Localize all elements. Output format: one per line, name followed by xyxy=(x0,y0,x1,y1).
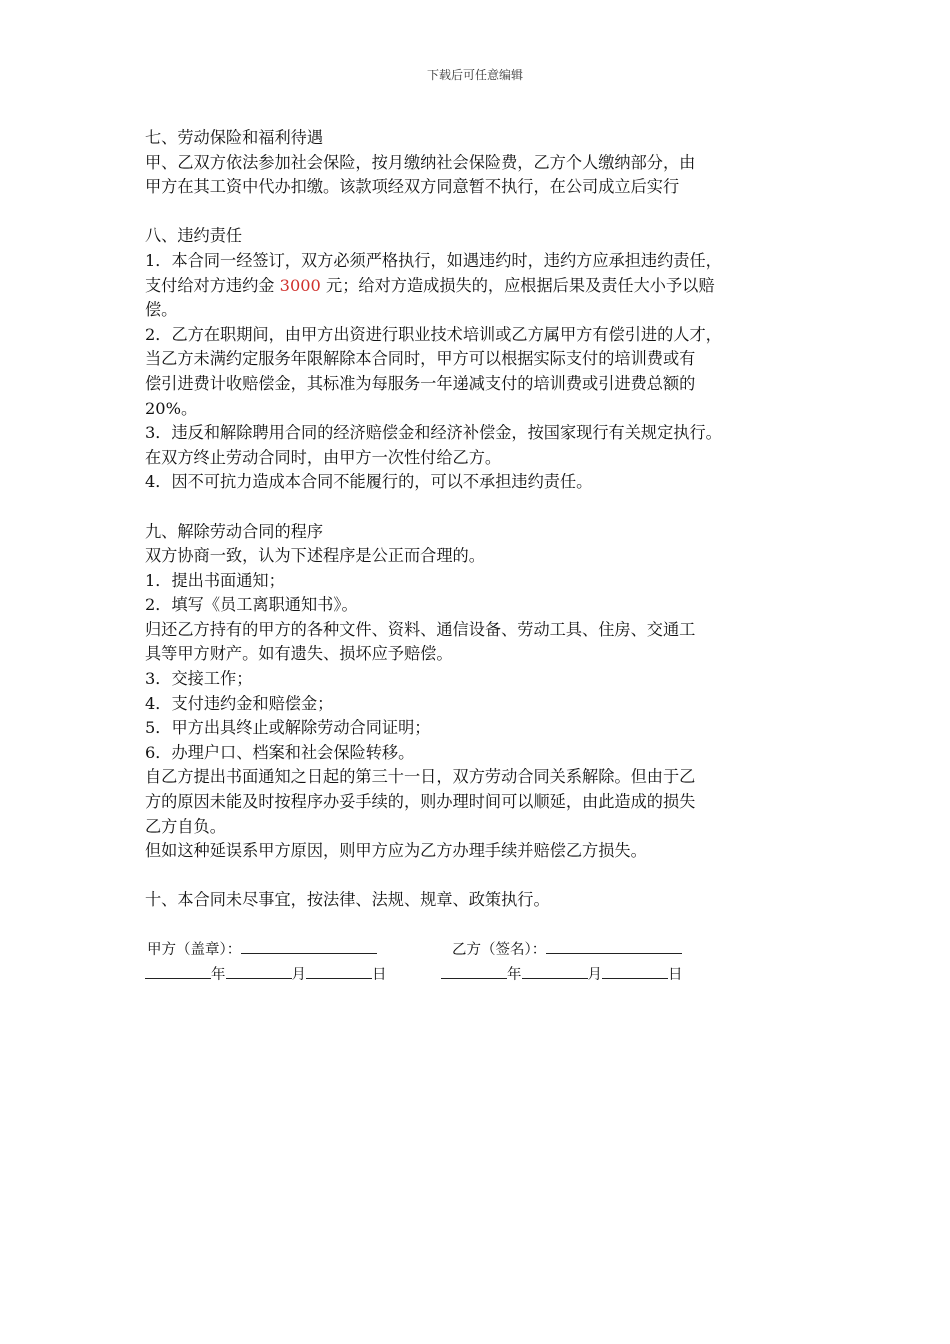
year-label: 年 xyxy=(211,967,226,983)
party-b-label: 乙方（签名）： xyxy=(452,942,547,958)
date-line xyxy=(522,977,588,979)
section-7-line: 甲、乙双方依法参加社会保险，按月缴纳社会保险费，乙方个人缴纳部分，由 xyxy=(145,152,696,172)
section-9-line: 方的原因未能及时按程序办妥手续的，则办理时间可以顺延，由此造成的损失 xyxy=(145,792,696,812)
spacer xyxy=(145,864,825,889)
section-8-line: 在双方终止劳动合同时，由甲方一次性付给乙方。 xyxy=(145,447,502,467)
party-a-signature xyxy=(147,938,377,959)
section-9-line: 自乙方提出书面通知之日起的第三十一日，双方劳动合同关系解除。但由于乙 xyxy=(145,767,696,787)
section-9-line: 归还乙方持有的甲方的各种文件、资料、通信设备、劳动工具、住房、交通工 xyxy=(145,619,696,639)
section-8-line: 2．乙方在职期间，由甲方出资进行职业技术培训或乙方属甲方有偿引进的人才， xyxy=(145,324,722,344)
party-b-date xyxy=(441,963,683,984)
party-b-signature xyxy=(452,938,682,959)
date-line xyxy=(306,977,372,979)
text-fragment: 支付给对方违约金 xyxy=(145,275,280,295)
section-9-line: 但如这种延误系甲方原因，则甲方应为乙方办理手续并赔偿乙方损失。 xyxy=(145,841,647,861)
header-note: 下载后可任意编辑 xyxy=(426,68,523,82)
section-8-line xyxy=(145,274,825,299)
section-9-line: 双方协商一致，认为下述程序是公正而合理的。 xyxy=(145,546,485,566)
contract-body xyxy=(145,126,825,913)
year-label: 年 xyxy=(507,967,522,983)
section-9-line: 4．支付违约金和赔偿金； xyxy=(145,693,334,713)
spacer xyxy=(145,200,825,225)
party-a-label: 甲方（盖章）： xyxy=(147,942,242,958)
month-label: 月 xyxy=(291,967,306,983)
section-8-line: 当乙方未满约定服务年限解除本合同时，甲方可以根据实际支付的培训费或有 xyxy=(145,349,696,369)
text-fragment: 元；给对方造成损失的，应根据后果及责任大小予以赔 xyxy=(320,275,715,295)
date-line xyxy=(145,977,211,979)
section-7-line: 甲方在其工资中代办扣缴。该款项经双方同意暂不执行，在公司成立后实行 xyxy=(145,177,680,197)
section-8-line: 偿。 xyxy=(145,300,178,320)
section-9-line: 乙方自负。 xyxy=(145,816,226,836)
day-label: 日 xyxy=(668,967,683,983)
section-8-line: 20%。 xyxy=(145,398,198,418)
date-line xyxy=(602,977,668,979)
section-9-title: 九、解除劳动合同的程序 xyxy=(145,521,324,541)
section-8-line: 4．因不可抗力造成本合同不能履行的，可以不承担违约责任。 xyxy=(145,472,593,492)
section-8-title: 八、违约责任 xyxy=(145,226,243,246)
date-line xyxy=(226,977,292,979)
section-9-line: 2．填写《员工离职通知书》。 xyxy=(145,595,358,615)
section-9-line: 具等甲方财产。如有遗失、损坏应予赔偿。 xyxy=(145,644,453,664)
day-label: 日 xyxy=(372,967,387,983)
party-a-date xyxy=(145,963,387,984)
section-9-line: 1．提出书面通知； xyxy=(145,570,285,590)
section-10-title: 十、本合同未尽事宜，按法律、法规、规章、政策执行。 xyxy=(145,890,550,910)
section-8-line: 3．违反和解除聘用合同的经济赔偿金和经济补偿金，按国家现行有关规定执行。 xyxy=(145,423,722,443)
signature-line xyxy=(546,952,682,954)
penalty-amount: 3000 xyxy=(279,275,321,295)
spacer xyxy=(145,495,825,520)
section-9-line: 5．甲方出具终止或解除劳动合同证明； xyxy=(145,718,431,738)
section-8-line: 1．本合同一经签订，双方必须严格执行，如遇违约时，违约方应承担违约责任， xyxy=(145,250,722,270)
date-line xyxy=(441,977,507,979)
month-label: 月 xyxy=(587,967,602,983)
signature-line xyxy=(241,952,377,954)
section-7-title: 七、劳动保险和福利待遇 xyxy=(145,128,324,147)
section-9-line: 6．办理户口、档案和社会保险转移。 xyxy=(145,742,415,762)
section-9-line: 3．交接工作； xyxy=(145,669,253,689)
section-8-line: 偿引进费计收赔偿金，其标准为每服务一年递减支付的培训费或引进费总额的 xyxy=(145,373,696,393)
